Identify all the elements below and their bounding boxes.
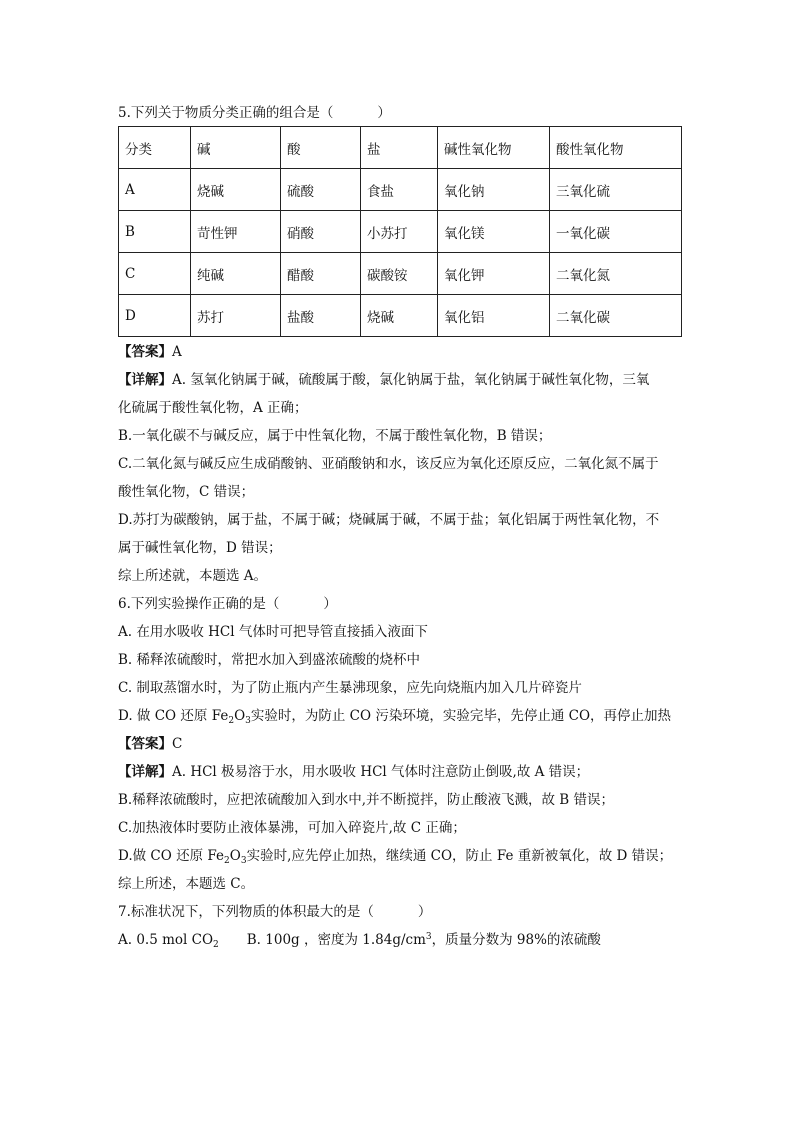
table-cell: 碳酸铵: [361, 253, 438, 295]
q6-explain-line: 【详解】A. HCl 极易溶于水，用水吸收 HCl 气体时注意防止倒吸,故 A 错误；: [118, 764, 590, 780]
q7-option-a: A. 0.5 mol $CO_2$: [118, 932, 219, 950]
q6-summary: 综上所述，本题选 C。: [118, 876, 255, 892]
q5-summary: 综上所述就，本题选 A。: [118, 568, 268, 584]
table-cell: 氧化钠: [438, 169, 550, 211]
table-cell: 二氧化氮: [550, 253, 682, 295]
table-cell: 纯碱: [191, 253, 281, 295]
table-row: [119, 295, 682, 337]
table-cell: C: [119, 253, 191, 295]
table-cell: 硝酸: [281, 211, 361, 253]
q6-option-b: B. 稀释浓硫酸时，常把水加入到盛浓硫酸的烧杯中: [118, 652, 421, 668]
table-cell: 氧化钾: [438, 253, 550, 295]
q5-explain-line: D.苏打为碳酸钠，属于盐，不属于碱；烧碱属于碱，不属于盐；氧化铝属于两性氧化物，不: [118, 512, 660, 528]
table-cell: A: [119, 169, 191, 211]
q6-option-c: C. 制取蒸馏水时，为了防止瓶内产生暴沸现象，应先向烧瓶内加入几片碎瓷片: [118, 680, 582, 696]
q6-option-a: A. 在用水吸收 HCl 气体时可把导管直接插入液面下: [118, 624, 428, 640]
table-cell: 小苏打: [361, 211, 438, 253]
document-page: [118, 100, 688, 954]
q5-explain-line: 属于碱性氧化物，D 错误；: [118, 540, 282, 556]
table-header: 碱: [191, 127, 281, 169]
table-header: 酸性氧化物: [550, 127, 682, 169]
table-cell: 硫酸: [281, 169, 361, 211]
table-cell: 烧碱: [361, 295, 438, 337]
table-cell: 苏打: [191, 295, 281, 337]
table-cell: 烧碱: [191, 169, 281, 211]
q6-title: 6.下列实验操作正确的是（ ）: [118, 596, 337, 612]
q5-explain-line: C.二氧化氮与碱反应生成硝酸钠、亚硝酸钠和水，该反应为氧化还原反应，二氧化氮不属于: [118, 456, 659, 472]
q5-explain-line: 化硫属于酸性氧化物，A 正确；: [118, 400, 308, 416]
classification-table: [118, 126, 682, 337]
q7-options: [118, 926, 688, 954]
table-cell: D: [119, 295, 191, 337]
q5-explain-line: 【详解】A. 氢氧化钠属于碱，硫酸属于酸，氯化钠属于盐，氧化钠属于碱性氧化物，三氧: [118, 372, 650, 388]
q5-explain-line: 酸性氧化物，C 错误；: [118, 484, 255, 500]
q6-explain-line: C.加热液体时要防止液体暴沸，可加入碎瓷片,故 C 正确；: [118, 820, 466, 836]
table-header: 酸: [281, 127, 361, 169]
table-cell: B: [119, 211, 191, 253]
table-row: [119, 211, 682, 253]
table-cell: 醋酸: [281, 253, 361, 295]
table-header: 碱性氧化物: [438, 127, 550, 169]
table-row: [119, 169, 682, 211]
table-cell: 氧化铝: [438, 295, 550, 337]
table-cell: 食盐: [361, 169, 438, 211]
table-cell: 氧化镁: [438, 211, 550, 253]
table-cell: 苛性钾: [191, 211, 281, 253]
table-header: 分类: [119, 127, 191, 169]
q5-explain-line: B.一氧化碳不与碱反应，属于中性氧化物，不属于酸性氧化物，B 错误；: [118, 428, 552, 444]
q6-option-d: D. 做 CO 还原 $Fe_2O_3$实验时，为防止 CO 污染环境，实验完毕，先停止通 CO，再停止加热: [118, 708, 672, 726]
q7-title: 7.标准状况下，下列物质的体积最大的是（ ）: [118, 904, 432, 920]
table-cell: 盐酸: [281, 295, 361, 337]
table-cell: 三氧化硫: [550, 169, 682, 211]
q6-explain-line: D.做 CO 还原 $Fe_2O_3$实验时,应先停止加热，继续通 CO，防止 Fe 重新被氧化，故 D 错误；: [118, 848, 673, 866]
q6-answer: 【答案】C: [118, 736, 183, 752]
q5-answer: 【答案】A: [118, 344, 182, 360]
table-header-row: [119, 127, 682, 169]
table-row: [119, 253, 682, 295]
table-header: 盐: [361, 127, 438, 169]
table-cell: 二氧化碳: [550, 295, 682, 337]
q5-title: 5.下列关于物质分类正确的组合是（ ）: [118, 105, 391, 121]
q7-option-b: B. 100g ，密度为 $1.84g/cm^3$，质量分数为 98%的浓硫酸: [246, 932, 601, 948]
q6-explain-line: B.稀释浓硫酸时，应把浓硫酸加入到水中,并不断搅拌，防止酸液飞溅，故 B 错误；: [118, 792, 615, 808]
table-cell: 一氧化碳: [550, 211, 682, 253]
